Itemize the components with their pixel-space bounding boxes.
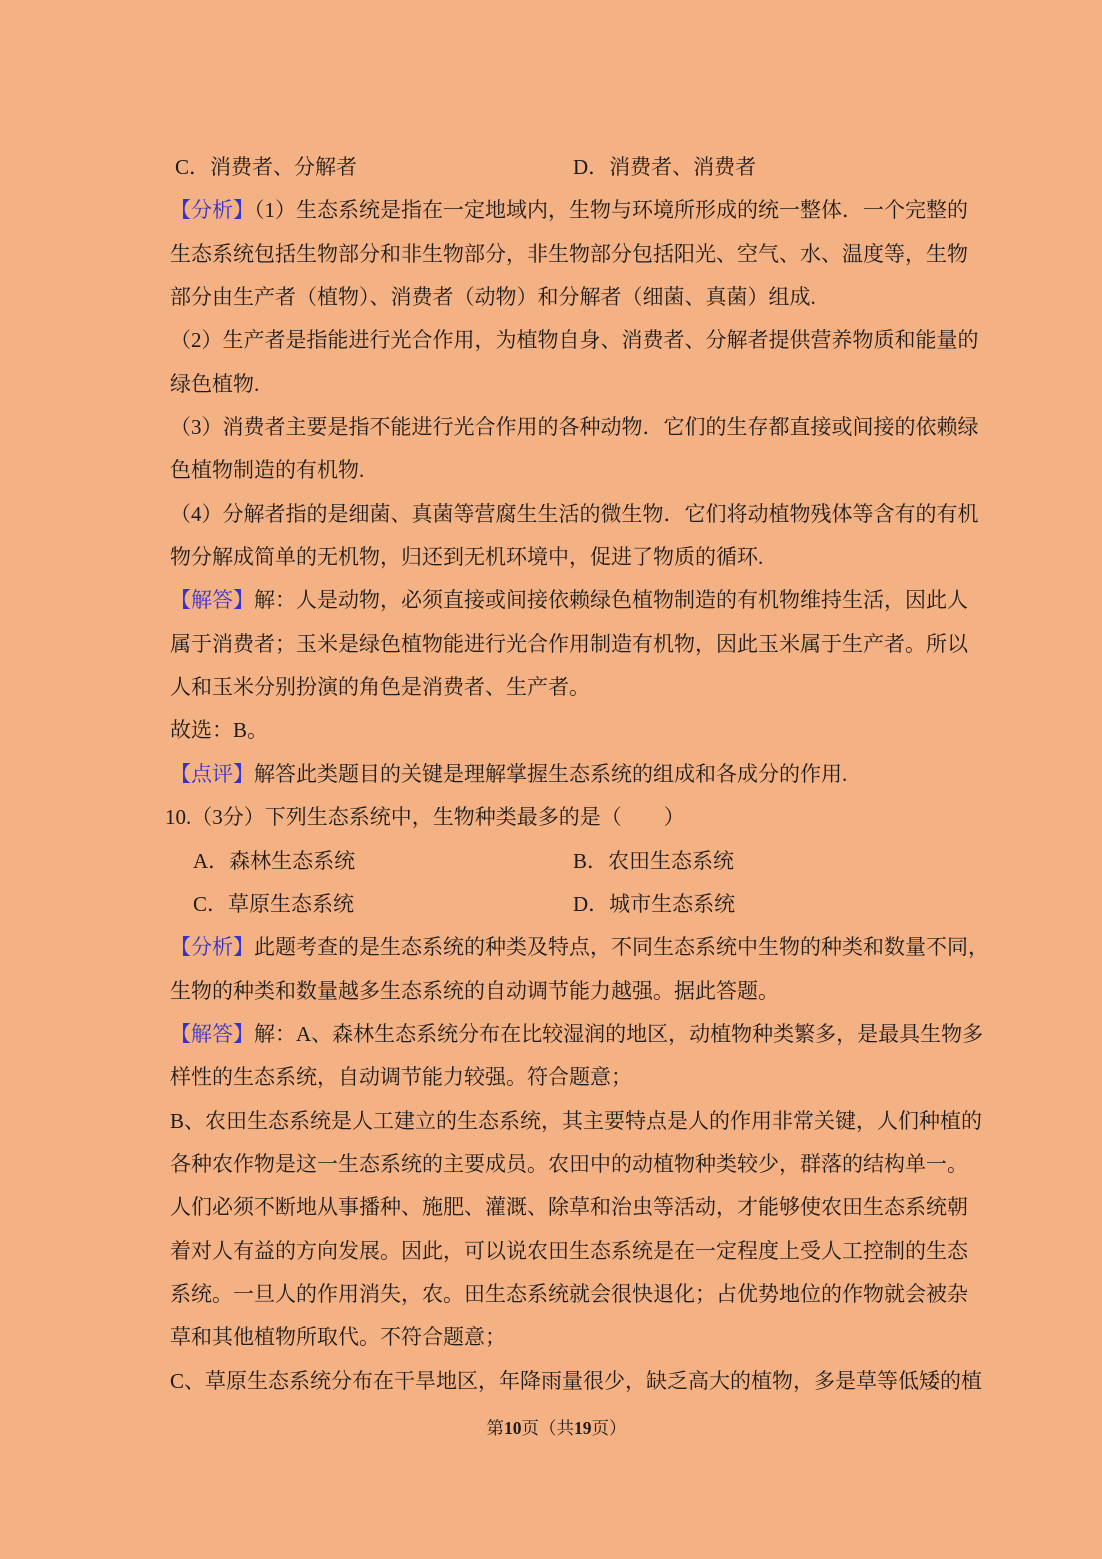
line-text: 着对人有益的方向发展。因此，可以说农田生态系统是在一定程度上受人工控制的生态: [170, 1238, 968, 1263]
bracket-label: 【解答】: [170, 1021, 254, 1046]
bracket-label: 【分析】: [170, 198, 254, 223]
line-text: 故选：B。: [170, 718, 269, 743]
option-left: A．森林生态系统: [193, 848, 356, 873]
line-text: 物分解成简单的无机物，归还到无机环境中，促进了物质的循环.: [170, 545, 764, 570]
text-line: [170, 579, 968, 622]
text-line: [170, 1143, 968, 1186]
text-line: [170, 406, 979, 449]
option-left: C．消费者、分解者: [175, 155, 358, 179]
line-text: 生态系统包括生物部分和非生物部分，非生物部分包括阳光、空气、水、温度等，生物: [170, 241, 968, 266]
line-text: 生物的种类和数量越多生态系统的自动调节能力越强。据此答题。: [170, 978, 779, 1003]
footer-suffix: 页）: [591, 1418, 627, 1438]
text-line: [170, 709, 943, 752]
page-footer: [170, 1407, 943, 1450]
text-line: [170, 363, 943, 406]
text-line: [170, 1316, 943, 1359]
line-text: （3）消费者主要是指不能进行光合作用的各种动物．它们的生存都直接或间接的依赖绿: [170, 415, 979, 440]
bracket-label: 【点评】: [170, 761, 254, 786]
option-row: [170, 840, 943, 883]
line-text: 样性的生态系统，自动调节能力较强。符合题意；: [170, 1065, 632, 1090]
text-line: [170, 926, 989, 969]
text-line: [170, 1100, 983, 1143]
text-line: [170, 449, 943, 492]
line-text: （2）生产者是指能进行光合作用，为植物自身、消费者、分解者提供营养物质和能量的: [170, 328, 979, 353]
option-right: D．消费者、消费者: [573, 155, 757, 179]
text-line: [170, 536, 943, 579]
footer-total-pages: 19: [574, 1418, 592, 1438]
line-text: 人和玉米分别扮演的角色是消费者、生产者。: [170, 675, 590, 700]
line-text: （4）分解者指的是细菌、真菌等营腐生生活的微生物．它们将动植物残体等含有的有机: [170, 501, 979, 526]
text-line: [170, 1013, 984, 1056]
text-line: [170, 753, 943, 796]
text-line: [170, 1273, 968, 1316]
line-text: C、草原生态系统分布在干旱地区，年降雨量很少，缺乏高大的植物，多是草等低矮的植: [170, 1368, 983, 1393]
option-left: C．草原生态系统: [193, 891, 355, 916]
bracket-label: 【分析】: [170, 935, 254, 960]
line-text: 部分由生产者（植物）、消费者（动物）和分解者（细菌、真菌）组成.: [170, 285, 816, 310]
text-line: [170, 319, 979, 362]
line-text: （1）生态系统是指在一定地域内，生物与环境所形成的统一整体．一个完整的: [254, 198, 968, 223]
text-line: [170, 623, 968, 666]
question-line: [165, 796, 943, 839]
line-text: 解：人是动物，必须直接或间接依赖绿色植物制造的有机物维持生活，因此人: [254, 588, 968, 613]
line-text: B、农田生态系统是人工建立的生态系统，其主要特点是人的作用非常关键，人们种植的: [170, 1108, 983, 1133]
line-text: 10.（3分）下列生态系统中，生物种类最多的是（ ）: [165, 805, 685, 830]
option-right: B．农田生态系统: [573, 848, 735, 873]
option-right: D．城市生态系统: [573, 891, 736, 916]
option-row: [170, 146, 943, 189]
line-text: 绿色植物.: [170, 371, 260, 396]
text-line: [170, 493, 979, 536]
text-line: [170, 1186, 968, 1229]
text-line: [170, 970, 943, 1013]
footer-mid: 页（共: [521, 1418, 574, 1438]
text-line: [170, 233, 968, 276]
line-text: 各种农作物是这一生态系统的主要成员。农田中的动植物种类较少，群落的结构单一。: [170, 1151, 968, 1176]
text-line: [170, 1230, 968, 1273]
bracket-label: 【解答】: [170, 588, 254, 613]
footer-page-number: 10: [504, 1418, 522, 1438]
option-row: [170, 883, 943, 926]
text-line: [170, 189, 968, 232]
line-text: 系统。一旦人的作用消失，农。田生态系统就会很快退化；占优势地位的作物就会被杂: [170, 1281, 968, 1306]
line-text: 解：A、森林生态系统分布在比较湿润的地区，动植物种类繁多，是最具生物多: [254, 1021, 984, 1046]
footer-prefix: 第: [486, 1418, 504, 1438]
text-line: [170, 1056, 943, 1099]
line-text: 色植物制造的有机物.: [170, 458, 365, 483]
line-text: 人们必须不断地从事播种、施肥、灌溉、除草和治虫等活动，才能够使农田生态系统朝: [170, 1195, 968, 1220]
text-line: [170, 1360, 983, 1403]
text-line: [170, 276, 943, 319]
line-text: 此题考查的是生态系统的种类及特点，不同生态系统中生物的种类和数量不同，: [254, 935, 989, 960]
text-line: [170, 666, 943, 709]
content-lines: [165, 146, 989, 1403]
line-text: 属于消费者；玉米是绿色植物能进行光合作用制造有机物，因此玉米属于生产者。所以: [170, 631, 968, 656]
line-text: 解答此类题目的关键是理解掌握生态系统的组成和各成分的作用.: [254, 761, 848, 786]
line-text: 草和其他植物所取代。不符合题意；: [170, 1325, 506, 1350]
